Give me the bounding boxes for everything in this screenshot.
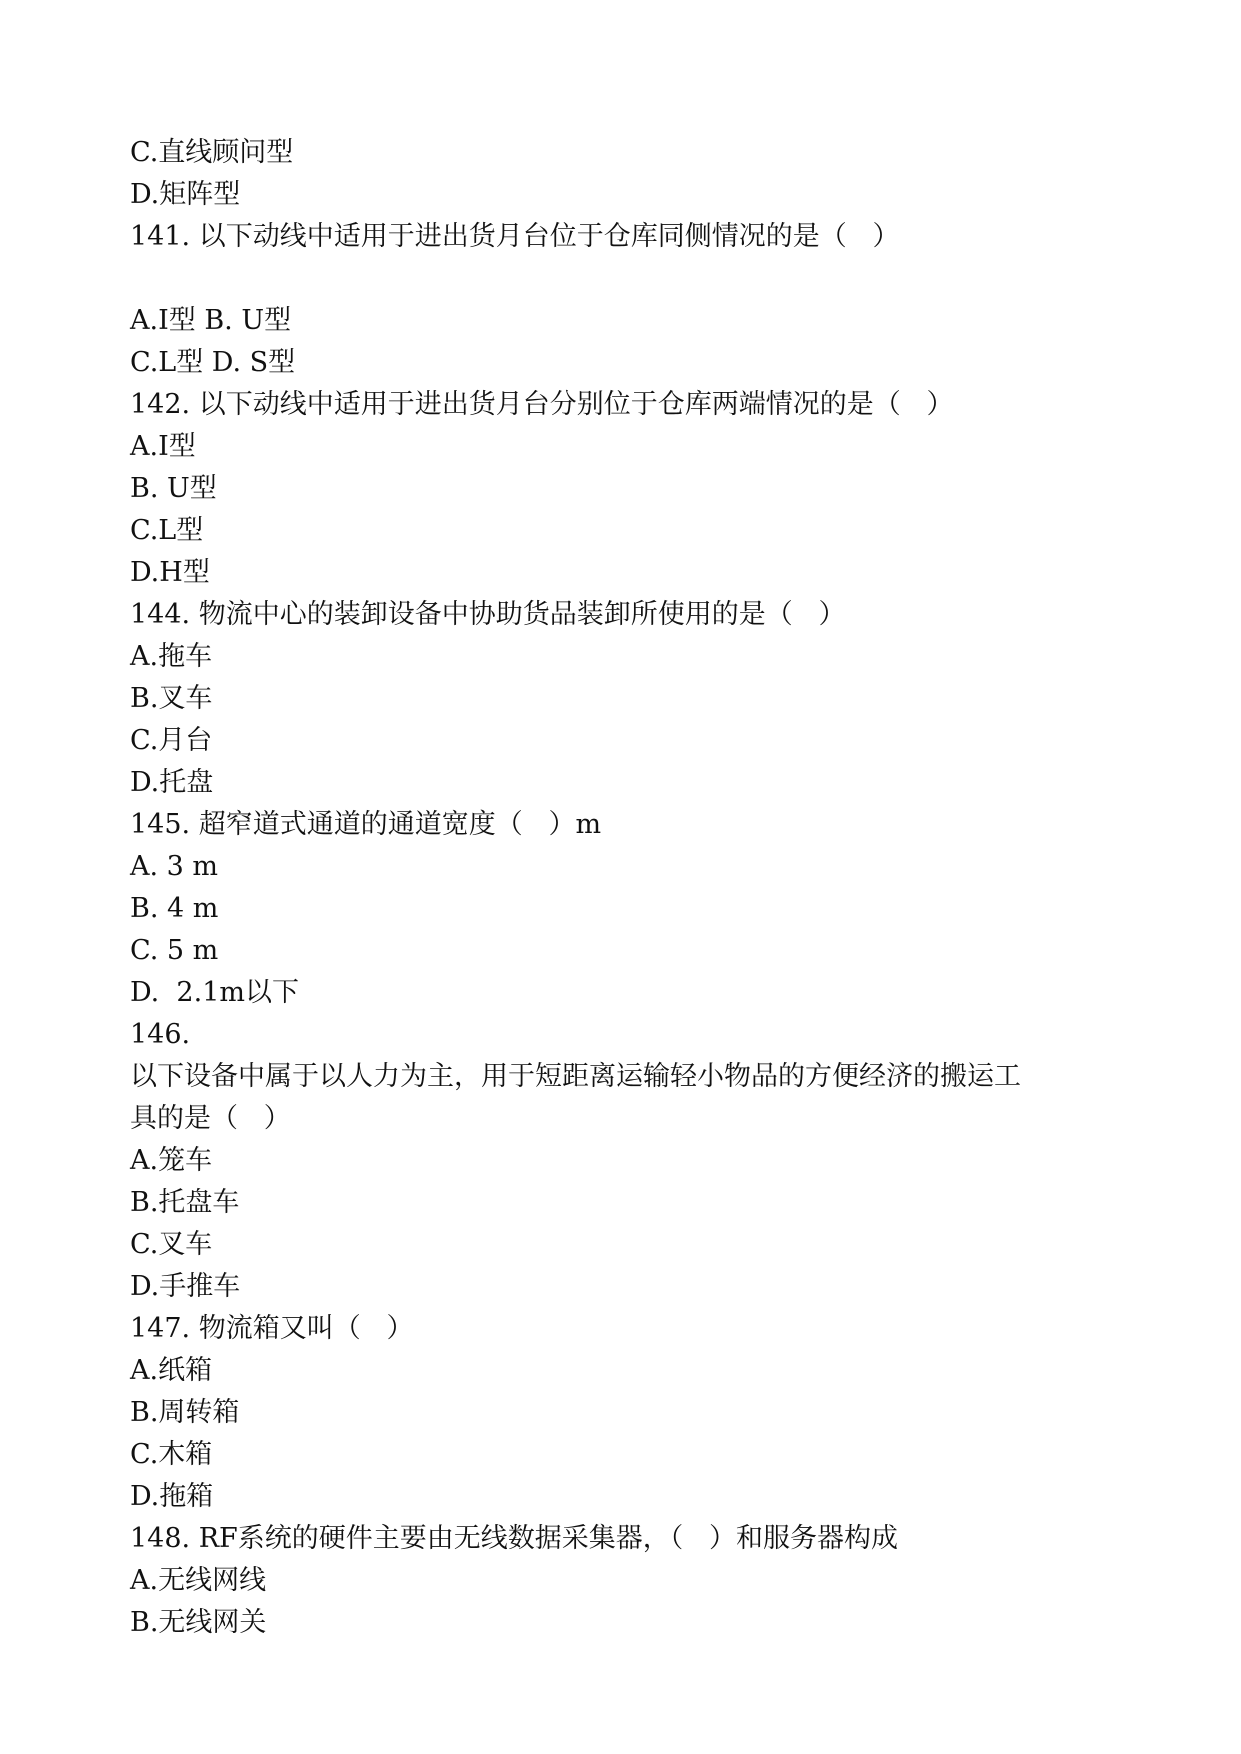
option-line: D.矩阵型 (130, 179, 241, 210)
option-line: A.无线网线 (130, 1565, 267, 1596)
option-line: C.L型 D. S型 (130, 347, 296, 378)
option-line: C.叉车 (130, 1229, 213, 1260)
option-line: A.纸箱 (130, 1355, 213, 1386)
question-141: 141. 以下动线中适用于进出货月台位于仓库同侧情况的是（ ） (130, 221, 900, 252)
option-line: A.I型 (130, 431, 196, 462)
option-line: C.月台 (130, 725, 213, 756)
option-line: A. 3 m (130, 851, 219, 882)
option-line: B.托盘车 (130, 1187, 240, 1218)
option-line: A.I型 B. U型 (130, 305, 292, 336)
option-line: D.托盘 (130, 767, 214, 798)
question-146-text-cont: 具的是（ ） (130, 1103, 291, 1134)
option-line: D.H型 (130, 557, 210, 588)
blank-line (130, 258, 1110, 300)
question-142: 142. 以下动线中适用于进出货月台分别位于仓库两端情况的是（ ） (130, 389, 954, 420)
option-line: D.手推车 (130, 1271, 241, 1302)
question-148: 148. RF系统的硬件主要由无线数据采集器，（ ）和服务器构成 (130, 1523, 899, 1554)
option-line: B. U型 (130, 473, 217, 504)
option-line: C.L型 (130, 515, 204, 546)
option-line: A.笼车 (130, 1145, 213, 1176)
option-line: B.叉车 (130, 683, 213, 714)
option-line: C. 5 m (130, 935, 219, 966)
question-147: 147. 物流箱又叫（ ） (130, 1313, 414, 1344)
option-line: B. 4 m (130, 893, 219, 924)
option-line: D.拖箱 (130, 1481, 214, 1512)
document-body (130, 132, 1110, 1644)
question-146-text: 以下设备中属于以人力为主，用于短距离运输轻小物品的方便经济的搬运工 (130, 1061, 1021, 1092)
option-line: B.周转箱 (130, 1397, 240, 1428)
question-145: 145. 超窄道式通道的通道宽度（ ）m (130, 809, 602, 840)
option-line: C.木箱 (130, 1439, 213, 1470)
question-146-number: 146. (130, 1019, 191, 1050)
question-144: 144. 物流中心的装卸设备中协助货品装卸所使用的是（ ） (130, 599, 846, 630)
option-line: B.无线网关 (130, 1607, 267, 1638)
option-line: C.直线顾问型 (130, 137, 294, 168)
option-line: D. 2.1m以下 (130, 977, 299, 1008)
option-line: A.拖车 (130, 641, 213, 672)
